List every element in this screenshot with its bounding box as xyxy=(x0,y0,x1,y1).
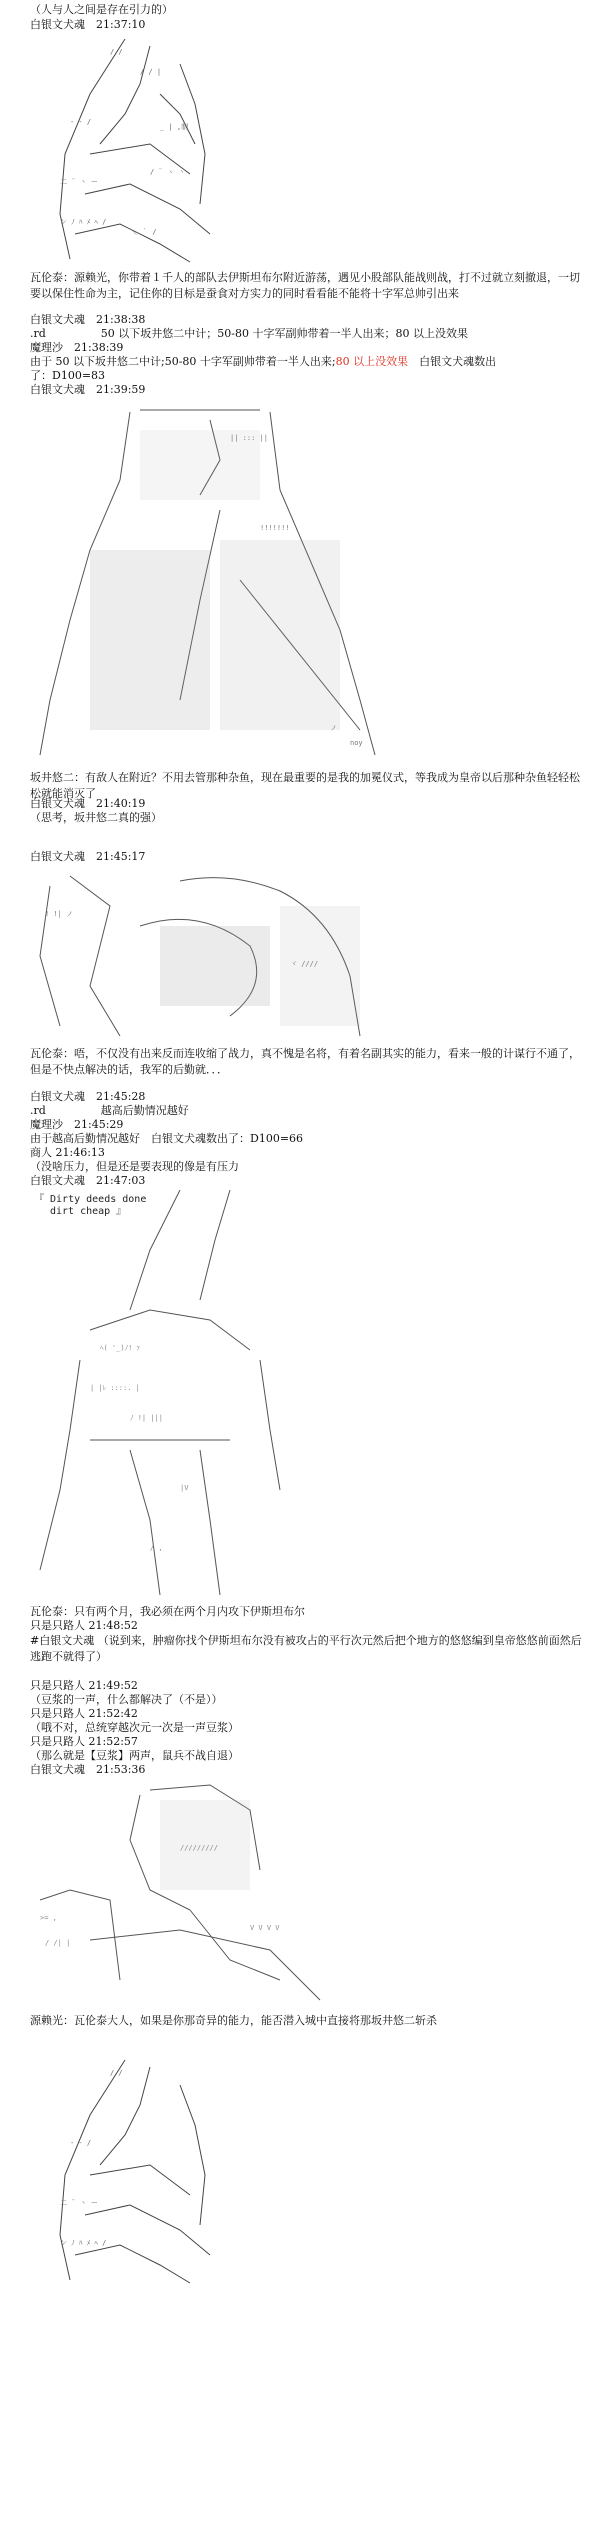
ascii-art-figure-3 xyxy=(30,866,370,1041)
svg-text:|| ::: ||: || ::: || xyxy=(230,434,268,442)
svg-text:ン ﾉ ﾊ ﾒ ﾍ /: ン ﾉ ﾊ ﾒ ﾍ / xyxy=(60,2239,107,2247)
chat-line: （哦不对，总统穿越次元一次是一声豆浆） xyxy=(30,1721,239,1734)
timestamp-line: 白银文犬魂 21:39:59 xyxy=(30,383,146,396)
svg-text:>= ,: >= , xyxy=(40,1914,57,1922)
svg-text:二 ¨ 丶 ー: 二 ¨ 丶 ー xyxy=(60,2199,98,2207)
svg-text:二 ¨ 丶 ー: 二 ¨ 丶 ー xyxy=(60,178,98,186)
svg-text:/ ,: / , xyxy=(150,1544,163,1552)
chat-line: （没啥压力，但是还是要表现的像是有压力 xyxy=(30,1160,239,1173)
svg-text:- ‐ /: - ‐ / xyxy=(70,118,92,126)
timestamp-line: 白银文犬魂 21:45:28 xyxy=(30,1090,146,1103)
dice-roll-highlight: 80 以上没效果 xyxy=(335,355,409,368)
ascii-art-figure-5 xyxy=(30,1780,335,2008)
svg-text://///////: ///////// xyxy=(180,1844,218,1852)
timestamp-line: 商人 21:46:13 xyxy=(30,1146,105,1159)
svg-text:/ ¨ ヽ 丶: / ¨ ヽ 丶 xyxy=(150,168,186,176)
timestamp-line: 魔理沙 21:38:39 xyxy=(30,341,124,354)
ascii-art-figure-6 xyxy=(30,2055,230,2285)
svg-text:ン ﾉ ﾊ ﾒ ﾍ /: ン ﾉ ﾊ ﾒ ﾍ / xyxy=(60,218,107,226)
narration-paragraph: 瓦伦泰：唔，不仅没有出来反而连收缩了战力，真不愧是名将，有着名副其实的能力，看来一般的计谋行不通了，但是不快点解决的话，我军的后勤就．．． xyxy=(30,1047,580,1076)
dice-roll-result: 由于越高后勤情况越好 白银文犬魂数出了：D100=66 xyxy=(30,1132,304,1145)
timestamp-line: 只是只路人 21:48:52 xyxy=(30,1619,138,1632)
svg-text:| |ﾚ ::::. |: | |ﾚ ::::. | xyxy=(90,1384,140,1392)
art-caption-line: dirt cheap 』 xyxy=(50,1206,127,1217)
svg-text:/ / |: / / | xyxy=(140,68,162,76)
svg-text:!!!!!!!: !!!!!!! xyxy=(260,524,290,532)
chat-line: （思考，坂井悠二真的强） xyxy=(30,811,162,824)
chat-line: （人与人之间是存在引力的） xyxy=(30,3,173,16)
timestamp-line: 只是只路人 21:52:57 xyxy=(30,1735,138,1748)
chat-line: （那么就是【豆浆】两声，鼠兵不战自退） xyxy=(30,1749,239,1762)
dice-roll-command: .rd 50 以下坂井悠二中计；50-80 十字军副帅带着一半人出来；80 以上没效果 xyxy=(30,327,468,340)
svg-text:! !| ノ: ! !| ノ xyxy=(45,910,74,918)
svg-text:ﾉ !| |||: ﾉ !| ||| xyxy=(130,1414,164,1422)
ascii-art-figure-1 xyxy=(30,34,230,266)
narration-paragraph: 瓦伦泰：源赖光，你带着１千人的部队去伊斯坦布尔附近游荡，遇见小股部队能战则战，打不过就立刻撤退，一切要以保住性命为主，记住你的目标是蚕食对方实力的同时看看能不能将十字军总帅引出来 xyxy=(30,271,580,300)
svg-text:ノ: ノ xyxy=(330,724,337,732)
svg-text:/ /| |: / /| | xyxy=(45,1939,71,1947)
timestamp-line: 魔理沙 21:45:29 xyxy=(30,1118,124,1131)
dice-roll-text: 由于 50 以下坂井悠二中计;50-80 十字军副帅带着一半人出来; xyxy=(30,355,336,368)
svg-text:_ | ,制: _ | ,制 xyxy=(160,123,189,131)
svg-text:ヾ ////: ヾ //// xyxy=(290,960,319,968)
art-caption-line: 『 Dirty deeds done xyxy=(34,1194,147,1205)
svg-text:|V: |V xyxy=(180,1484,189,1492)
svg-text:/ /: / / xyxy=(110,48,123,56)
timestamp-line: 白银文犬魂 21:45:17 xyxy=(30,850,146,863)
dice-roll-command: .rd 越高后勤情况越好 xyxy=(30,1104,189,1117)
svg-text:V V V V: V V V V xyxy=(250,1924,280,1932)
timestamp-line: 只是只路人 21:49:52 xyxy=(30,1679,138,1692)
timestamp-line: 白银文犬魂 21:53:36 xyxy=(30,1763,146,1776)
dice-roll-suffix: 白银文犬魂数出 xyxy=(408,355,497,368)
svg-text:/ /: / / xyxy=(110,2069,123,2077)
timestamp-line: 只是只路人 21:52:42 xyxy=(30,1707,138,1720)
timestamp-line: 白银文犬魂 21:38:38 xyxy=(30,313,146,326)
ascii-art-figure-4 xyxy=(30,1190,290,1598)
dice-roll-value: 了：D100=83 xyxy=(30,369,106,382)
chat-line: （豆浆的一声，什么都解决了（不是）） xyxy=(30,1693,223,1706)
svg-text:- ‐ /: - ‐ / xyxy=(70,2139,92,2147)
ascii-art-figure-2 xyxy=(30,400,385,765)
svg-text:noy: noy xyxy=(350,739,363,747)
chat-line: 瓦伦泰：只有两个月，我必须在两个月内攻下伊斯坦布尔 xyxy=(30,1605,305,1618)
timestamp-line: 白银文犬魂 21:37:10 xyxy=(30,18,146,31)
svg-text:＼ ｀ /: ＼ ｀ / xyxy=(130,228,157,236)
narration-paragraph: 坂井悠二：有敌人在附近？不用去管那种杂鱼，现在最重要的是我的加冕仪式，等我成为皇帝以后那种杂鱼轻轻松松就能消灭了 xyxy=(30,771,580,800)
svg-text:ﾍ( '_)ﾉ! ｧ: ﾍ( '_)ﾉ! ｧ xyxy=(100,1344,141,1352)
chat-paragraph: #白银文犬魂 （说到来，肿瘤你找个伊斯坦布尔没有被攻占的平行次元然后把个地方的悠悠编到皇帝悠悠前面然后逃跑不就得了） xyxy=(30,1634,582,1663)
timestamp-line: 白银文犬魂 21:47:03 xyxy=(30,1174,146,1187)
timestamp-line: 白银文犬魂 21:40:19 xyxy=(30,797,146,810)
dice-roll-result xyxy=(30,355,496,369)
chat-line: 源赖光：瓦伦泰大人，如果是你那奇异的能力，能否潜入城中直接将那坂井悠二斩杀 xyxy=(30,2014,437,2027)
